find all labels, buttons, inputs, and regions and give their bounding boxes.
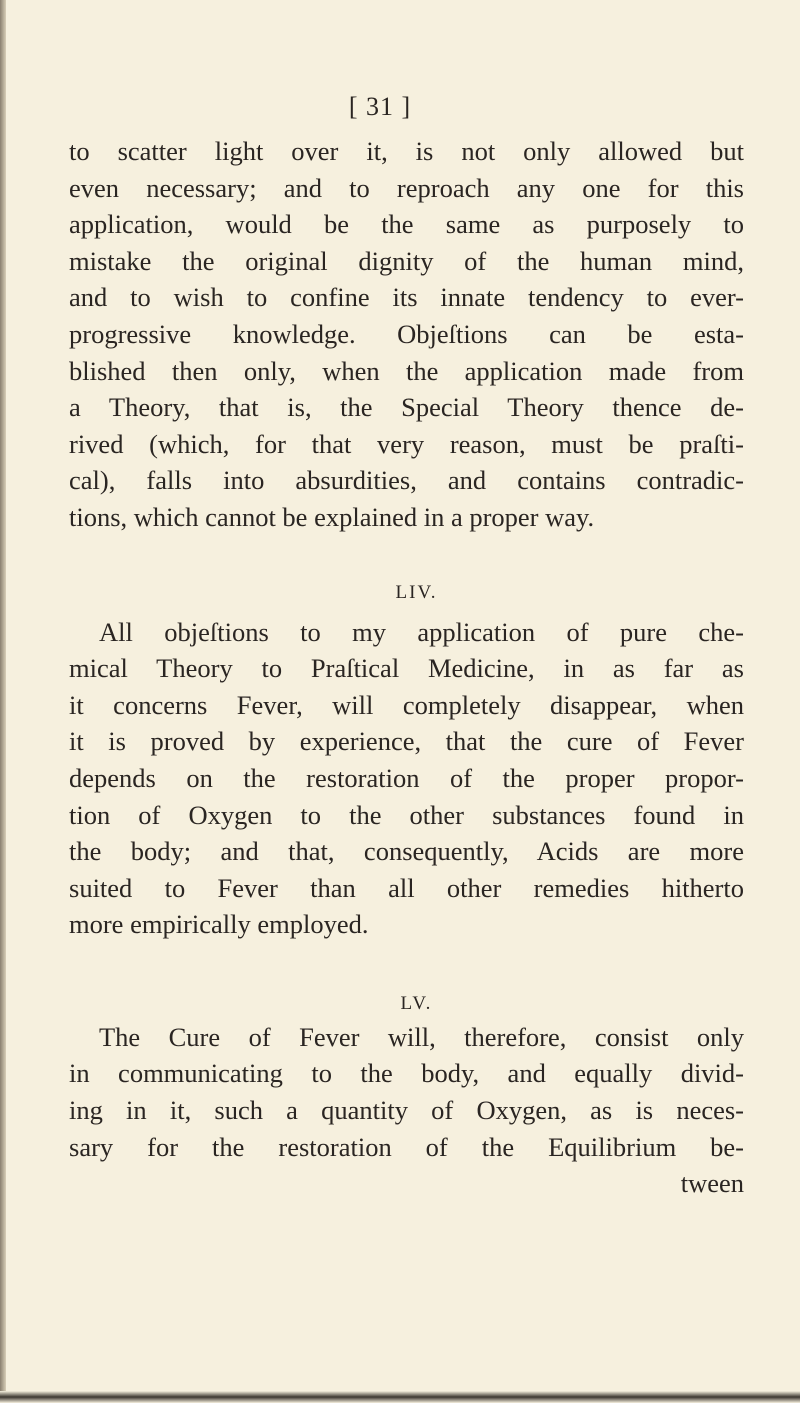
text-line: the body; and that, consequently, Acids are more xyxy=(69,836,744,867)
page-gutter-shadow xyxy=(0,0,6,1403)
text-line: mistake the original dignity of the human mind, xyxy=(69,245,744,276)
text-line: and to wish to confine its innate tendency to ever- xyxy=(69,282,744,313)
page-header xyxy=(0,92,800,122)
text-line: ing in it, such a quantity of Oxygen, as is neces- xyxy=(69,1095,744,1126)
text-line: even necessary; and to reproach any one for this xyxy=(69,172,744,203)
section-lv-paragraph xyxy=(69,1019,744,1202)
text-line: cal), falls into absurdities, and contains contradic- xyxy=(69,465,744,496)
text-line: in communicating to the body, and equally divid- xyxy=(69,1058,744,1089)
text-line: blished then only, when the application made from xyxy=(69,355,744,386)
text-line: All objeſtions to my application of pure che- xyxy=(99,616,744,647)
text-line: The Cure of Fever will, therefore, consist only xyxy=(99,1021,744,1052)
text-line: a Theory, that is, the Special Theory thence de- xyxy=(69,392,744,423)
page-number: [ 31 ] xyxy=(348,92,412,121)
text-line: more empirically employed. xyxy=(69,909,369,940)
text-line: progressive knowledge. Objeſtions can be esta- xyxy=(69,318,744,349)
section-liv-paragraph xyxy=(69,614,744,943)
text-line: tions, which cannot be explained in a proper way. xyxy=(69,501,595,532)
catchword: tween xyxy=(680,1168,744,1199)
section-heading-liv: LIV. xyxy=(395,581,438,603)
text-line: mical Theory to Praſtical Medicine, in as far as xyxy=(69,653,744,684)
text-line: application, would be the same as purposely to xyxy=(69,209,744,240)
text-line: sary for the restoration of the Equilibrium be- xyxy=(69,1131,744,1162)
text-line: it concerns Fever, will completely disappear, when xyxy=(69,689,744,720)
page-bottom-edge xyxy=(0,1391,800,1403)
text-line: suited to Fever than all other remedies hitherto xyxy=(69,872,744,903)
intro-paragraph xyxy=(69,133,744,536)
text-line: it is proved by experience, that the cure of Fever xyxy=(69,726,744,757)
page-body xyxy=(69,133,744,1202)
text-line: rived (which, for that very reason, must be praſti- xyxy=(69,428,744,459)
section-heading-lv: LV. xyxy=(400,992,433,1014)
text-line: depends on the restoration of the proper propor- xyxy=(69,762,744,793)
text-line: to scatter light over it, is not only allowed but xyxy=(69,136,744,166)
text-line: tion of Oxygen to the other substances found in xyxy=(69,799,744,830)
